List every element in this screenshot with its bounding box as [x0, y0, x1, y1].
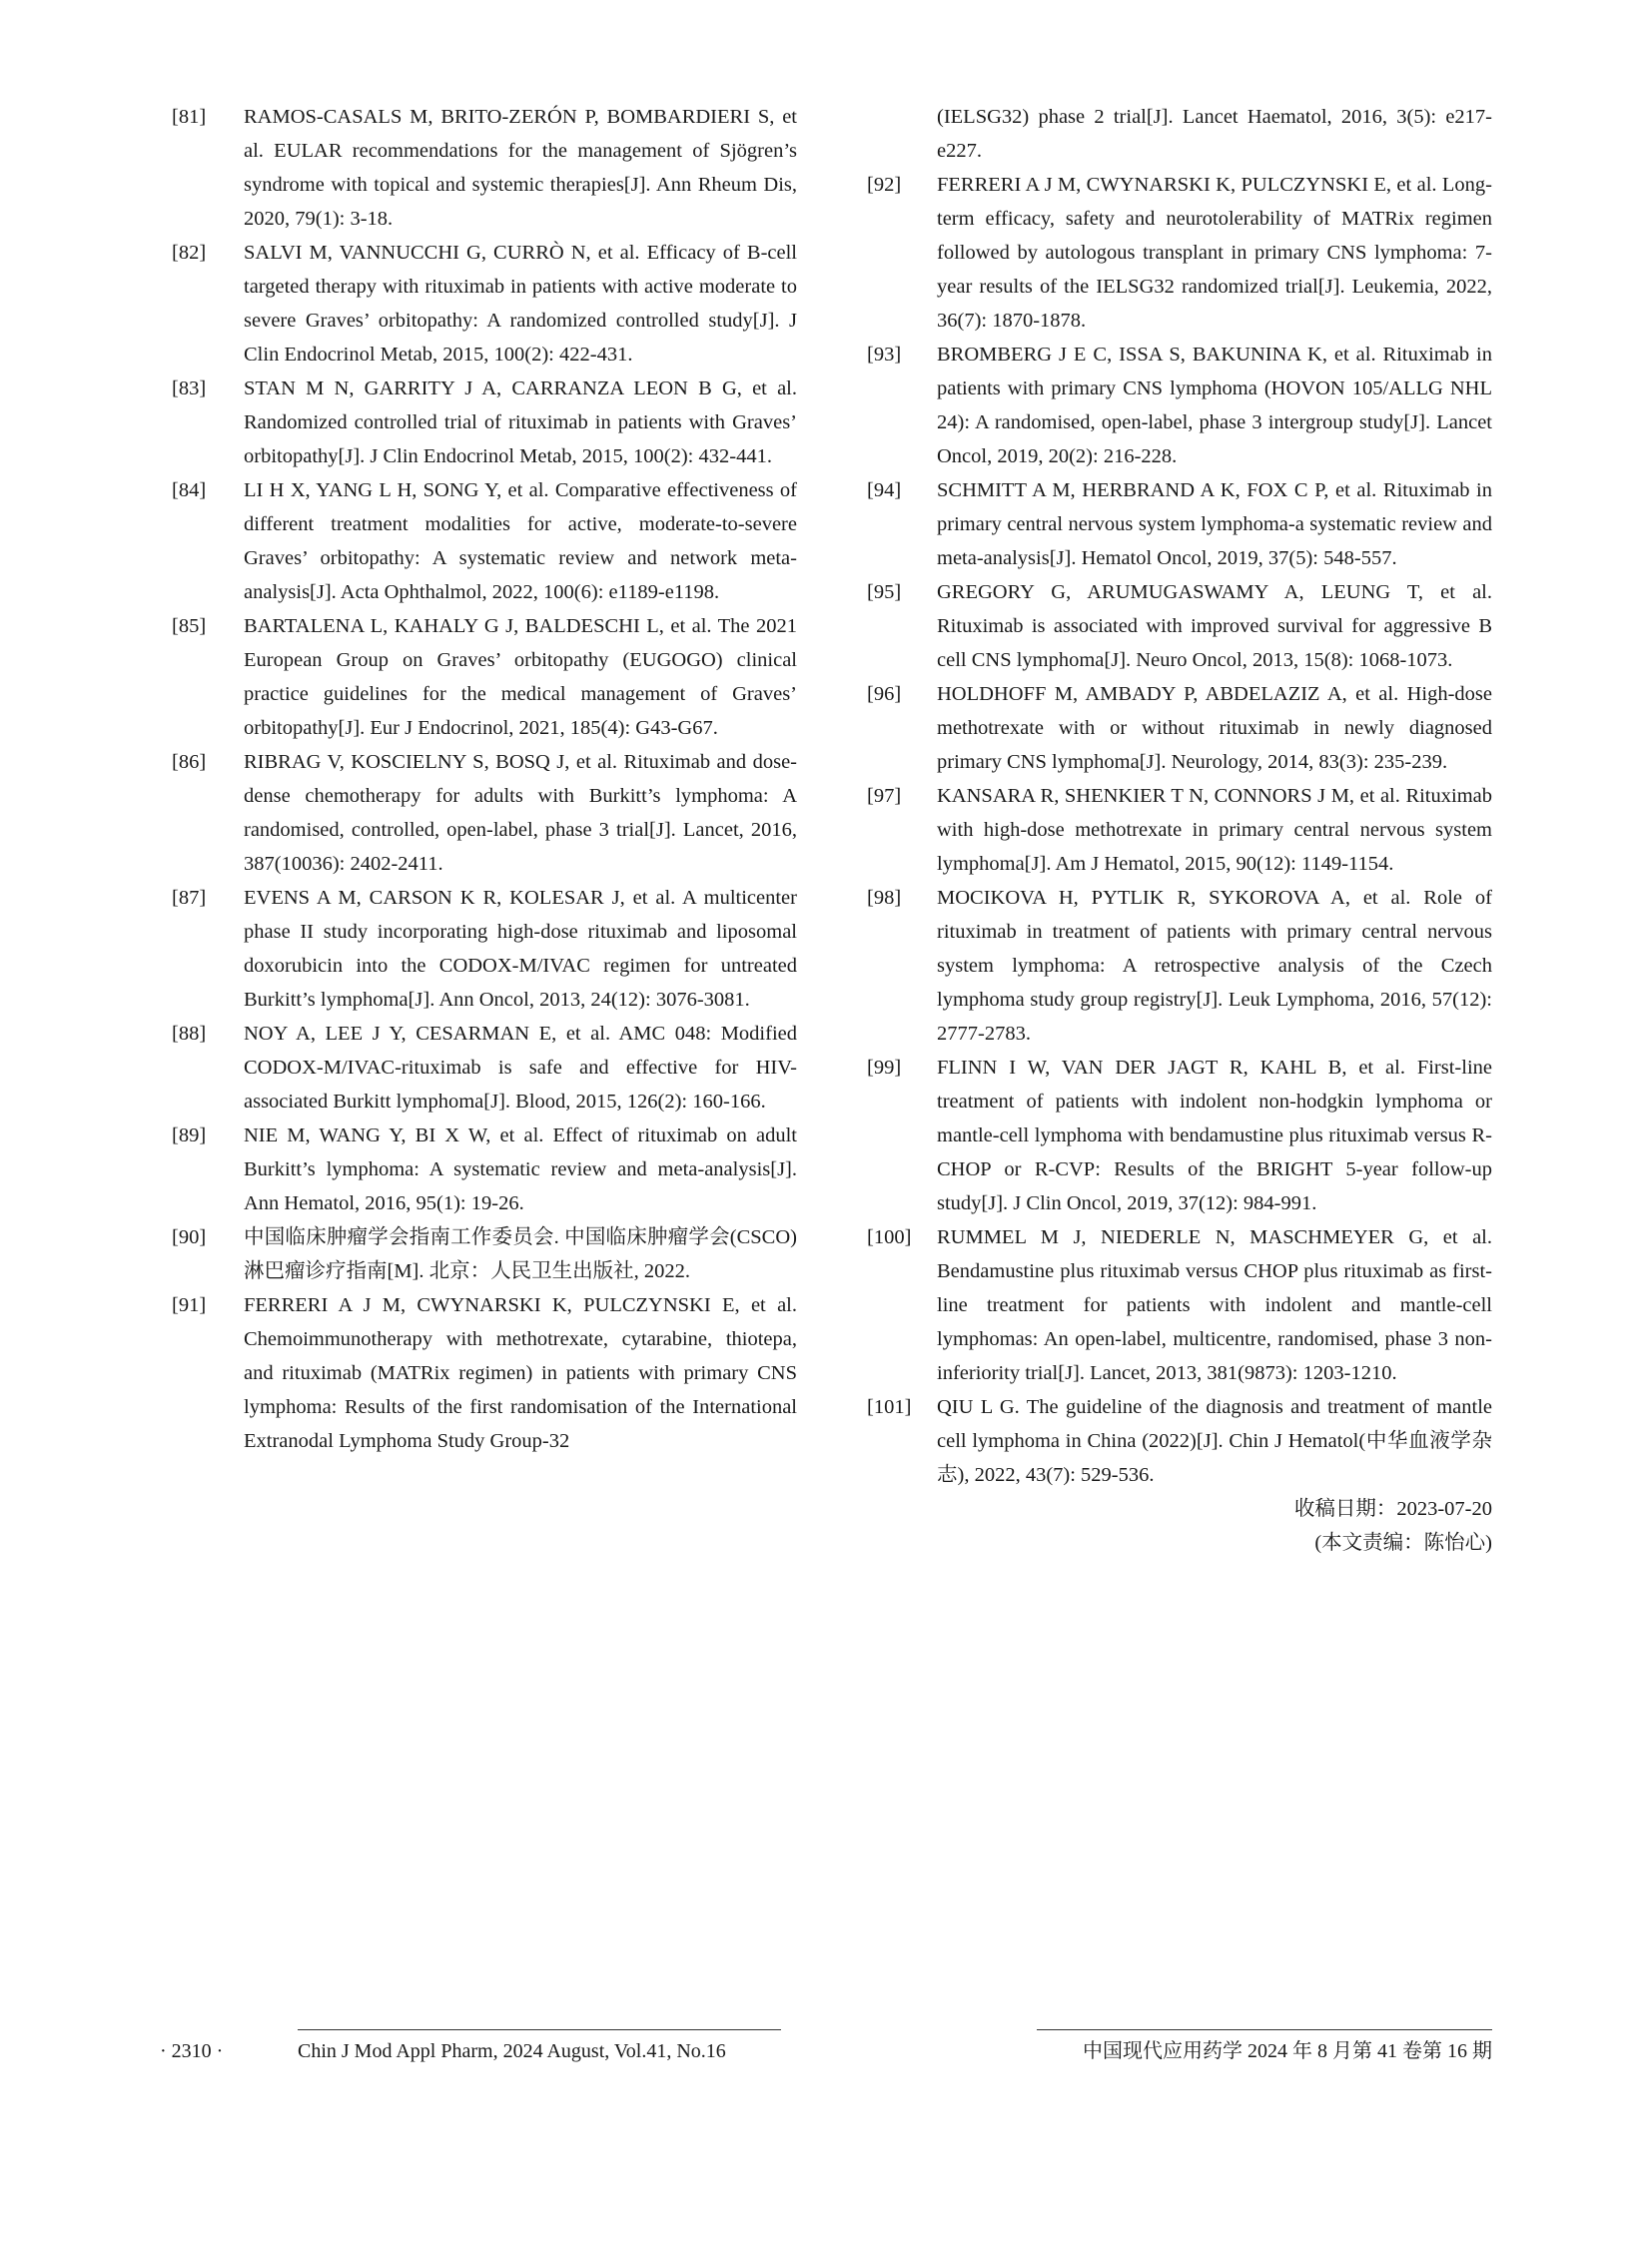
- reference-number: [94]: [867, 479, 902, 501]
- reference-99: [867, 1051, 1492, 1220]
- reference-number: [99]: [867, 1057, 902, 1079]
- reference-100: [867, 1220, 1492, 1390]
- reference-text: KANSARA R, SHENKIER T N, CONNORS J M, et al. Rituximab with high-dose methotrexate in primary central nervous system lymphoma[J]. Am J Hematol, 2015, 90(12): 1149-1154.: [937, 785, 1492, 875]
- reference-text: RUMMEL M J, NIEDERLE N, MASCHMEYER G, et al. Bendamustine plus rituximab versus CHOP plus rituximab as first-line treatment for patients with indolent and mantle-cell lymphomas: An open-label, multicentre, randomised, phase 3 non-inferiority trial[J]. Lancet, 2013, 381(9873): 1203-1210.: [937, 1226, 1492, 1384]
- reference-text: HOLDHOFF M, AMBADY P, ABDELAZIZ A, et al. High-dose methotrexate with or without rituximab in newly diagnosed primary CNS lymphoma[J]. Neurology, 2014, 83(3): 235-239.: [937, 683, 1492, 773]
- reference-text: RAMOS-CASALS M, BRITO-ZERÓN P, BOMBARDIERI S, et al. EULAR recommendations for the management of Sjögren’s syndrome with topical and systemic therapies[J]. Ann Rheum Dis, 2020, 79(1): 3-18.: [244, 106, 797, 230]
- reference-column-right: [867, 100, 1492, 1560]
- reference-text: LI H X, YANG L H, SONG Y, et al. Comparative effectiveness of different treatment modalities for active, moderate-to-severe Graves’ orbitopathy: A systematic review and network meta-analysis[J]. Acta Ophthalmol, 2022, 100(6): e1189-e1198.: [244, 479, 797, 603]
- footer-rule-left: [298, 2029, 781, 2030]
- reference-number: [92]: [867, 174, 902, 196]
- reference-number: [82]: [172, 242, 207, 264]
- reference-number: [97]: [867, 785, 902, 807]
- reference-number: [91]: [172, 1294, 207, 1316]
- reference-90: [172, 1220, 797, 1288]
- reference-number: [101]: [867, 1396, 912, 1418]
- reference-number: [89]: [172, 1124, 207, 1146]
- reference-87: [172, 881, 797, 1017]
- reference-number: [100]: [867, 1226, 912, 1248]
- journal-name-english: Chin J Mod Appl Pharm, 2024 August, Vol.41, No.16: [298, 2040, 726, 2062]
- reference-text: STAN M N, GARRITY J A, CARRANZA LEON B G, et al. Randomized controlled trial of rituximab in patients with Graves’ orbitopathy[J]. J Clin Endocrinol Metab, 2015, 100(2): 432-441.: [244, 377, 797, 467]
- editor-credit: (本文责编：陈怡心): [1314, 1532, 1492, 1554]
- reference-text: NOY A, LEE J Y, CESARMAN E, et al. AMC 048: Modified CODOX-M/IVAC-rituximab is safe and effective for HIV-associated Burkitt lymphoma[J]. Blood, 2015, 126(2): 160-166.: [244, 1023, 797, 1113]
- reference-83: [172, 372, 797, 473]
- reference-number: [86]: [172, 751, 207, 773]
- received-date: 收稿日期：2023-07-20: [1293, 1498, 1492, 1520]
- reference-text: QIU L G. The guideline of the diagnosis and treatment of mantle cell lymphoma in China (2022)[J]. Chin J Hematol(中华血液学杂志), 2022, 43(7): 529-536.: [937, 1396, 1492, 1486]
- reference-number: [88]: [172, 1023, 207, 1045]
- reference-82: [172, 236, 797, 372]
- reference-84: [172, 473, 797, 609]
- reference-97: [867, 779, 1492, 881]
- journal-name-chinese: 中国现代应用药学 2024 年 8 月第 41 卷第 16 期: [1083, 2040, 1492, 2062]
- reference-text: (IELSG32) phase 2 trial[J]. Lancet Haematol, 2016, 3(5): e217-e227.: [937, 106, 1492, 162]
- reference-81: [172, 100, 797, 236]
- reference-85: [172, 609, 797, 745]
- reference-98: [867, 881, 1492, 1051]
- reference-92: [867, 168, 1492, 338]
- reference-88: [172, 1017, 797, 1119]
- reference-number: [84]: [172, 479, 207, 501]
- reference-95: [867, 575, 1492, 677]
- reference-number: [85]: [172, 615, 207, 637]
- reference-number: [81]: [172, 106, 207, 128]
- footer-rule-right: [1037, 2029, 1492, 2030]
- page-number: · 2310 ·: [160, 2040, 224, 2062]
- reference-text: FERRERI A J M, CWYNARSKI K, PULCZYNSKI E, et al. Chemoimmunotherapy with methotrexate, cytarabine, thiotepa, and rituximab (MATRix regimen) in patients with primary CNS lymphoma: Results of the first randomisation of the International Extranodal Lymphoma Study Group-32: [244, 1294, 797, 1452]
- reference-number: [87]: [172, 887, 207, 909]
- reference-column-left: [172, 100, 797, 1458]
- reference-number: [98]: [867, 887, 902, 909]
- reference-91-continuation: [867, 100, 1492, 168]
- reference-text: MOCIKOVA H, PYTLIK R, SYKOROVA A, et al. Role of rituximab in treatment of patients with primary central nervous system lymphoma: A retrospective analysis of the Czech lymphoma study group registry[J]. Leuk Lymphoma, 2016, 57(12): 2777-2783.: [937, 887, 1492, 1045]
- reference-number: [95]: [867, 581, 902, 603]
- reference-text: FERRERI A J M, CWYNARSKI K, PULCZYNSKI E, et al. Long-term efficacy, safety and neurotolerability of MATRix regimen followed by autologous transplant in primary CNS lymphoma: 7-year results of the IELSG32 randomized trial[J]. Leukemia, 2022, 36(7): 1870-1878.: [937, 174, 1492, 332]
- reference-number: [83]: [172, 377, 207, 399]
- reference-text: SCHMITT A M, HERBRAND A K, FOX C P, et al. Rituximab in primary central nervous system lymphoma-a systematic review and meta-analysis[J]. Hematol Oncol, 2019, 37(5): 548-557.: [937, 479, 1492, 569]
- reference-text: BARTALENA L, KAHALY G J, BALDESCHI L, et al. The 2021 European Group on Graves’ orbitopathy (EUGOGO) clinical practice guidelines for the medical management of Graves’ orbitopathy[J]. Eur J Endocrinol, 2021, 185(4): G43-G67.: [244, 615, 797, 739]
- reference-96: [867, 677, 1492, 779]
- reference-text: GREGORY G, ARUMUGASWAMY A, LEUNG T, et al. Rituximab is associated with improved survival for aggressive B cell CNS lymphoma[J]. Neuro Oncol, 2013, 15(8): 1068-1073.: [937, 581, 1492, 671]
- reference-94: [867, 473, 1492, 575]
- reference-text: EVENS A M, CARSON K R, KOLESAR J, et al. A multicenter phase II study incorporating high-dose rituximab and liposomal doxorubicin into the CODOX-M/IVAC regimen for untreated Burkitt’s lymphoma[J]. Ann Oncol, 2013, 24(12): 3076-3081.: [244, 887, 797, 1011]
- reference-text: RIBRAG V, KOSCIELNY S, BOSQ J, et al. Rituximab and dose-dense chemotherapy for adults with Burkitt’s lymphoma: A randomised, controlled, open-label, phase 3 trial[J]. Lancet, 2016, 387(10036): 2402-2411.: [244, 751, 797, 875]
- reference-text: FLINN I W, VAN DER JAGT R, KAHL B, et al. First-line treatment of patients with indolent non-hodgkin lymphoma or mantle-cell lymphoma with bendamustine plus rituximab versus R-CHOP or R-CVP: Results of the BRIGHT 5-year follow-up study[J]. J Clin Oncol, 2019, 37(12): 984-991.: [937, 1057, 1492, 1214]
- reference-text: 中国临床肿瘤学会指南工作委员会. 中国临床肿瘤学会(CSCO) 淋巴瘤诊疗指南[M]. 北京：人民卫生出版社, 2022.: [244, 1226, 797, 1282]
- reference-number: [96]: [867, 683, 902, 705]
- reference-101: [867, 1390, 1492, 1492]
- reference-text: SALVI M, VANNUCCHI G, CURRÒ N, et al. Efficacy of B-cell targeted therapy with rituximab in patients with active moderate to severe Graves’ orbitopathy: A randomized controlled study[J]. J Clin Endocrinol Metab, 2015, 100(2): 422-431.: [244, 242, 797, 366]
- reference-86: [172, 745, 797, 881]
- reference-text: BROMBERG J E C, ISSA S, BAKUNINA K, et al. Rituximab in patients with primary CNS lymphoma (HOVON 105/ALLG NHL 24): A randomised, open-label, phase 3 intergroup study[J]. Lancet Oncol, 2019, 20(2): 216-228.: [937, 344, 1492, 467]
- reference-number: [90]: [172, 1226, 207, 1248]
- reference-93: [867, 338, 1492, 473]
- reference-number: [93]: [867, 344, 902, 366]
- reference-91: [172, 1288, 797, 1458]
- reference-text: NIE M, WANG Y, BI X W, et al. Effect of rituximab on adult Burkitt’s lymphoma: A systematic review and meta-analysis[J]. Ann Hematol, 2016, 95(1): 19-26.: [244, 1124, 797, 1214]
- reference-89: [172, 1119, 797, 1220]
